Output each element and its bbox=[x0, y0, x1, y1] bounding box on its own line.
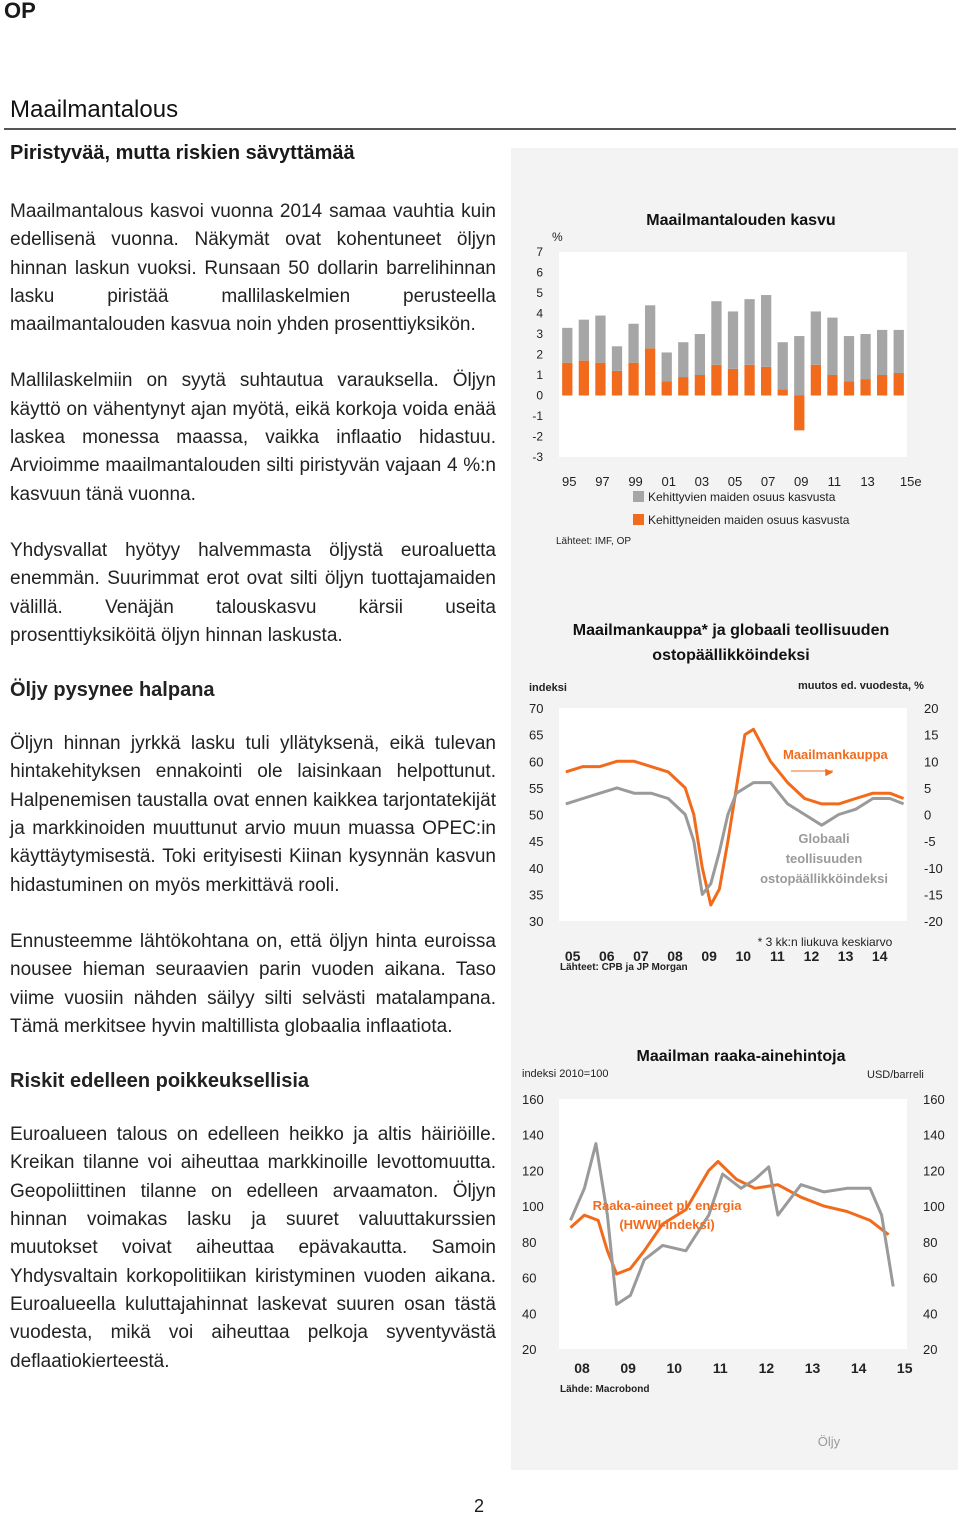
y-tick-label: -3 bbox=[532, 450, 543, 464]
bar-developed bbox=[877, 375, 887, 396]
y-tick-right: -20 bbox=[924, 914, 943, 929]
bar-emerging bbox=[711, 301, 721, 365]
chart-trade-plot bbox=[511, 588, 958, 998]
chart-growth-title: Maailmantalouden kasvu bbox=[646, 212, 836, 229]
x-tick-label: 14 bbox=[871, 948, 888, 964]
paragraph-5: Ennusteemme lähtökohtana on, että öljyn hinta euroissa nousee hieman seuraavien parin vuoden aikana. Taso viime vuosiin nähden säilyy silti selvästi matalampana. Tämä merkitsee hyvin maltillista globaalia inflaatiota. bbox=[10, 930, 496, 1037]
y-tick-left: 60 bbox=[522, 1270, 537, 1286]
x-tick-label: 14 bbox=[850, 1360, 867, 1376]
y-tick-label: 4 bbox=[536, 306, 543, 321]
bar-emerging bbox=[827, 318, 837, 375]
annotation-pmi: ostopäällikköindeksi bbox=[760, 871, 888, 886]
bar-emerging bbox=[877, 330, 887, 375]
legend-swatch bbox=[633, 514, 644, 525]
x-tick-label: 01 bbox=[661, 474, 676, 489]
bar-emerging bbox=[562, 328, 572, 363]
chart-growth-ylabel: % bbox=[552, 230, 563, 244]
bar-developed bbox=[612, 371, 622, 396]
x-tick-label: 15e bbox=[899, 474, 922, 489]
paragraph-3: Yhdysvallat hyötyy halvemmasta öljystä euroaluetta enemmän. Suurimmat erot ovat silti öljyn tuottajamaiden välillä. Venäjän talouskasvu kärsii useita prosenttiyksiköitä öljyn hinnan laskusta. bbox=[10, 539, 496, 646]
x-tick-label: 15 bbox=[896, 1360, 913, 1376]
x-tick-label: 12 bbox=[803, 948, 820, 964]
chart-trade-ylabel-left: indeksi bbox=[529, 682, 567, 694]
heading-oil: Öljy pysynee halpana bbox=[10, 679, 215, 702]
y-tick-left: 35 bbox=[529, 887, 544, 903]
x-tick-label: 11 bbox=[827, 474, 842, 489]
x-tick-label: 13 bbox=[860, 474, 875, 489]
legend-swatch bbox=[633, 491, 644, 502]
bar-emerging bbox=[612, 346, 622, 371]
bar-emerging bbox=[860, 334, 870, 379]
x-tick-label: 13 bbox=[837, 948, 854, 964]
y-tick-right: 80 bbox=[923, 1234, 938, 1250]
y-tick-label: 0 bbox=[536, 388, 543, 403]
y-tick-right: 120 bbox=[923, 1163, 945, 1179]
x-tick-label: 07 bbox=[633, 948, 649, 964]
y-tick-left: 50 bbox=[529, 807, 544, 823]
bar-emerging bbox=[778, 342, 788, 389]
y-tick-label: 6 bbox=[536, 265, 543, 280]
bar-emerging bbox=[695, 334, 705, 375]
y-tick-label: -2 bbox=[532, 429, 543, 444]
chart-commodities-title: Maailman raaka-ainehintoja bbox=[636, 1048, 846, 1065]
y-tick-right: 100 bbox=[923, 1199, 945, 1215]
x-tick-label: 11 bbox=[712, 1360, 728, 1376]
x-tick-label: 09 bbox=[620, 1360, 636, 1376]
y-tick-left: 60 bbox=[529, 754, 544, 770]
bar-emerging bbox=[728, 311, 738, 368]
y-tick-right: 20 bbox=[923, 1342, 938, 1357]
y-tick-right: 15 bbox=[924, 727, 939, 743]
annotation-trade: Maailmankauppa bbox=[783, 747, 888, 762]
bar-emerging bbox=[595, 316, 605, 363]
bar-developed bbox=[562, 363, 572, 396]
x-tick-label: 10 bbox=[735, 948, 752, 964]
bar-developed bbox=[827, 375, 837, 396]
y-tick-left: 20 bbox=[522, 1342, 537, 1357]
y-tick-left: 65 bbox=[529, 727, 544, 743]
y-tick-right: 0 bbox=[924, 807, 932, 823]
y-tick-right: 60 bbox=[923, 1270, 938, 1286]
bar-emerging bbox=[628, 324, 638, 363]
y-tick-right: -15 bbox=[924, 887, 943, 903]
section-title: Maailmantalous bbox=[10, 96, 179, 123]
bar-emerging bbox=[761, 295, 771, 367]
y-tick-left: 80 bbox=[522, 1234, 537, 1250]
x-tick-label: 13 bbox=[804, 1360, 821, 1376]
y-tick-label: 1 bbox=[536, 368, 543, 382]
bar-developed bbox=[628, 363, 638, 396]
y-tick-left: 40 bbox=[522, 1306, 537, 1322]
title-divider bbox=[4, 128, 956, 130]
chart-commodities-ylabel-left: indeksi 2010=100 bbox=[522, 1068, 609, 1080]
y-tick-label: 2 bbox=[536, 347, 543, 362]
y-tick-label: 5 bbox=[536, 286, 543, 300]
y-tick-label: 3 bbox=[536, 327, 543, 341]
annotation-pmi: Globaali bbox=[798, 831, 850, 846]
x-tick-label: 10 bbox=[666, 1360, 683, 1376]
article-subtitle: Piristyvää, mutta riskien sävyttämää bbox=[10, 142, 355, 164]
x-tick-label: 03 bbox=[694, 474, 710, 489]
annotation-oil: Öljy bbox=[817, 1434, 841, 1449]
chart-trade-source: Lähteet: CPB ja JP Morgan bbox=[560, 962, 688, 973]
paragraph-1: Maailmantalous kasvoi vuonna 2014 samaa vauhtia kuin edellisenä vuonna. Näkymät ovat kohentuneet öljyn hinnan laskun vuoksi. Runsaan 50 dollarin barrelihinnan lasku piristää mallilaskelmien perusteella maailmantalouden kasvua noin yhden prosenttiyksikön. bbox=[10, 201, 496, 336]
x-tick-label: 99 bbox=[628, 474, 643, 489]
bar-developed bbox=[778, 389, 788, 395]
paragraph-6: Euroalueen talous on edelleen heikko ja altis häiriöille. Kreikan tilanne voi aiheuttaa markkinoille levottomuutta. Geopoliittinen tilanne on edelleen arvaamaton. Öljyn hinnan voimakas lasku ja suuret valuuttakurssien muutokset voivat aiheuttaa epävakautta. Samoin Yhdysvaltain korkopolitiikan kiristyminen vuoden aikana. Euroalueella kuluttajahinnat laskevat suuren osan tästä vuodesta, mikä voi aiheuttaa pelkoja syventyvästä deflaatiokierteestä. bbox=[10, 1124, 496, 1372]
paragraph-2: Mallilaskelmiin on syytä suhtautua varauksella. Öljyn käyttö on vähentynyt ajan myötä, eikä korkoja voida enää laskea monessa maassa, vaikka inflaatio hidastuu. Arvioimme maailmantalouden silti piristyvän vajaan 4 %:n kasvuun tänä vuonna. bbox=[10, 370, 496, 505]
chart-trade-ylabel-right: muutos ed. vuodesta, % bbox=[798, 680, 924, 692]
chart-commodities-ylabel-right: USD/barreli bbox=[867, 1069, 924, 1081]
x-tick-label: 08 bbox=[574, 1360, 590, 1376]
bar-developed bbox=[711, 365, 721, 396]
bar-emerging bbox=[678, 342, 688, 377]
x-tick-label: 06 bbox=[598, 948, 615, 964]
bar-emerging bbox=[662, 352, 672, 381]
bar-developed bbox=[662, 381, 672, 395]
bar-developed bbox=[595, 363, 605, 396]
legend-label: Kehittyneiden maiden osuus kasvusta bbox=[648, 513, 850, 527]
x-tick-label: 11 bbox=[769, 948, 785, 964]
x-tick-label: 05 bbox=[564, 948, 581, 964]
chart-growth-plot bbox=[511, 148, 958, 558]
y-tick-right: -10 bbox=[924, 860, 943, 876]
bar-emerging bbox=[645, 305, 655, 348]
arrow-head: ▶ bbox=[825, 767, 833, 778]
bar-developed bbox=[811, 365, 821, 396]
y-tick-right: -5 bbox=[924, 834, 936, 850]
bar-developed bbox=[579, 361, 589, 396]
bar-emerging bbox=[579, 320, 589, 361]
bar-developed bbox=[728, 369, 738, 396]
y-tick-left: 70 bbox=[529, 701, 544, 716]
bar-emerging bbox=[844, 336, 854, 381]
y-tick-right: 160 bbox=[923, 1092, 945, 1107]
y-tick-left: 55 bbox=[529, 780, 544, 796]
bar-developed bbox=[678, 377, 688, 395]
y-tick-left: 100 bbox=[522, 1199, 544, 1215]
bar-emerging bbox=[894, 330, 904, 373]
text-column-top bbox=[10, 198, 496, 1376]
y-tick-right: 40 bbox=[923, 1306, 938, 1322]
x-tick-label: 08 bbox=[667, 948, 683, 964]
y-tick-left: 45 bbox=[529, 834, 544, 850]
plot-area bbox=[559, 1099, 907, 1349]
bar-developed bbox=[794, 396, 804, 431]
chart-commodities-source: Lähde: Macrobond bbox=[560, 1384, 650, 1395]
paragraph-4: Öljyn hinnan jyrkkä lasku tuli yllätyksenä, eikä tulevan hintakehityksen ennakointi ole laisinkaan helpottunut. Halpenemisen taustalla ovat ennen kaikkea tarjontatekijät ja markkinoiden muuttunut arvio muun muassa OPEC:in käyttäytymisestä. Toki erityisesti Kiinan kysynnän kasvun hidastuminen on myös merkittävä rooli. bbox=[10, 733, 496, 896]
y-tick-left: 120 bbox=[522, 1163, 544, 1179]
legend-label: Kehittyvien maiden osuus kasvusta bbox=[648, 490, 836, 504]
annotation-nonenergy: (HWWI-indeksi) bbox=[619, 1217, 715, 1232]
y-tick-right: 20 bbox=[924, 701, 939, 716]
page-number: 2 bbox=[474, 1496, 485, 1516]
y-tick-right: 140 bbox=[923, 1127, 945, 1143]
y-tick-label: 7 bbox=[536, 245, 543, 259]
chart-panel bbox=[511, 148, 958, 1470]
chart-trade bbox=[511, 588, 958, 998]
y-tick-left: 40 bbox=[529, 860, 544, 876]
chart-commodities bbox=[511, 1033, 958, 1453]
chart-growth bbox=[511, 148, 958, 558]
chart-trade-title: Maailmankauppa* ja globaali teollisuuden ostopäällikköindeksi bbox=[572, 622, 890, 664]
bar-developed bbox=[744, 365, 754, 396]
bar-developed bbox=[645, 348, 655, 395]
x-tick-label: 05 bbox=[727, 474, 743, 489]
y-tick-left: 30 bbox=[529, 914, 544, 929]
x-tick-label: 97 bbox=[595, 474, 610, 489]
bar-developed bbox=[860, 379, 870, 395]
bar-developed bbox=[844, 381, 854, 395]
x-tick-label: 07 bbox=[760, 474, 776, 489]
bar-developed bbox=[894, 373, 904, 396]
brand-logo-text: OP bbox=[4, 0, 36, 23]
y-tick-left: 160 bbox=[522, 1092, 544, 1107]
chart-growth-source: Lähteet: IMF, OP bbox=[556, 536, 632, 547]
annotation-nonenergy: Raaka-aineet pl. energia bbox=[592, 1198, 742, 1213]
x-tick-label: 09 bbox=[794, 474, 809, 489]
annotation-footnote: * 3 kk:n liukuva keskiarvo bbox=[757, 935, 893, 949]
heading-risks: Riskit edelleen poikkeuksellisia bbox=[10, 1070, 310, 1093]
x-tick-label: 95 bbox=[562, 474, 577, 489]
bar-developed bbox=[761, 367, 771, 396]
y-tick-right: 5 bbox=[924, 780, 932, 796]
y-tick-right: 10 bbox=[924, 754, 939, 770]
bar-emerging bbox=[794, 336, 804, 395]
bar-emerging bbox=[744, 299, 754, 365]
y-tick-label: -1 bbox=[532, 409, 543, 423]
x-tick-label: 09 bbox=[701, 948, 717, 964]
bar-emerging bbox=[811, 311, 821, 364]
x-tick-label: 12 bbox=[758, 1360, 775, 1376]
y-tick-left: 140 bbox=[522, 1127, 544, 1143]
annotation-pmi: teollisuuden bbox=[785, 851, 863, 866]
bar-developed bbox=[695, 375, 705, 396]
